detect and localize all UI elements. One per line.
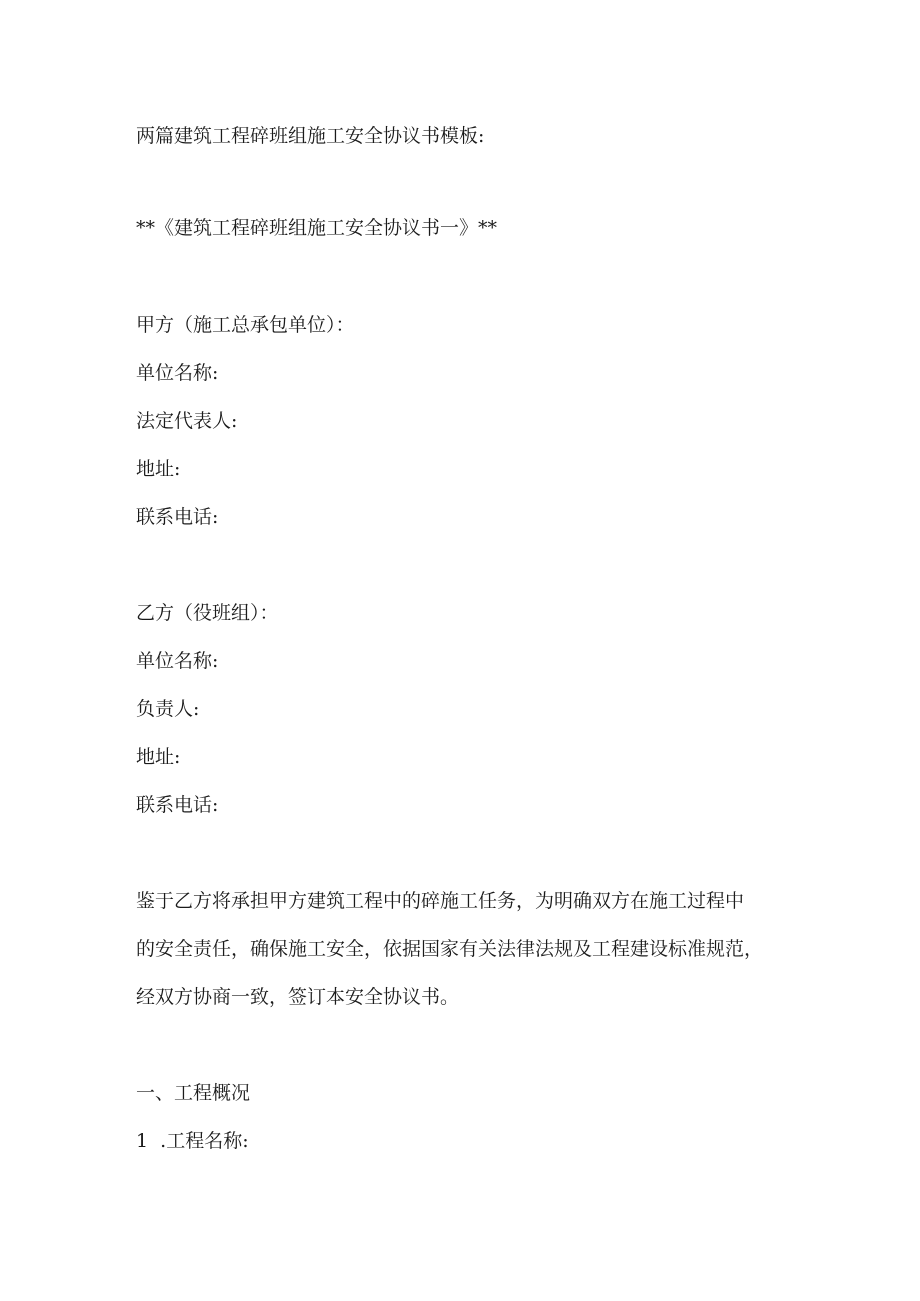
party-a-rep-label: 法定代表人: xyxy=(136,410,238,432)
agreement-title: **《建筑工程碎班组施工安全协议书一》** xyxy=(136,217,498,239)
party-b-leader-label: 负责人: xyxy=(136,698,200,720)
party-b-name-label: 单位名称: xyxy=(136,650,219,672)
party-a-address-label: 地址: xyxy=(136,458,181,480)
preamble-line-1: 鉴于乙方将承担甲方建筑工程中的碎施工任务，为明确双方在施工过程中 xyxy=(136,890,745,912)
section-1-item-1: 1 .工程名称: xyxy=(136,1130,249,1152)
party-a-phone-label: 联系电话: xyxy=(136,506,219,528)
preamble-line-3: 经双方协商一致，签订本安全协议书。 xyxy=(136,986,460,1008)
section-1-heading: 一、工程概况 xyxy=(136,1082,251,1104)
preamble-line-2: 的安全责任，确保施工安全，依据国家有关法律法规及工程建设标准规范， xyxy=(136,938,764,960)
party-b-heading: 乙方（役班组）： xyxy=(136,602,279,624)
party-b-address-label: 地址: xyxy=(136,746,181,768)
intro-title: 两篇建筑工程碎班组施工安全协议书模板: xyxy=(136,125,485,147)
party-b-phone-label: 联系电话: xyxy=(136,794,219,816)
party-a-heading: 甲方（施工总承包单位）： xyxy=(136,314,355,336)
party-a-name-label: 单位名称: xyxy=(136,362,219,384)
